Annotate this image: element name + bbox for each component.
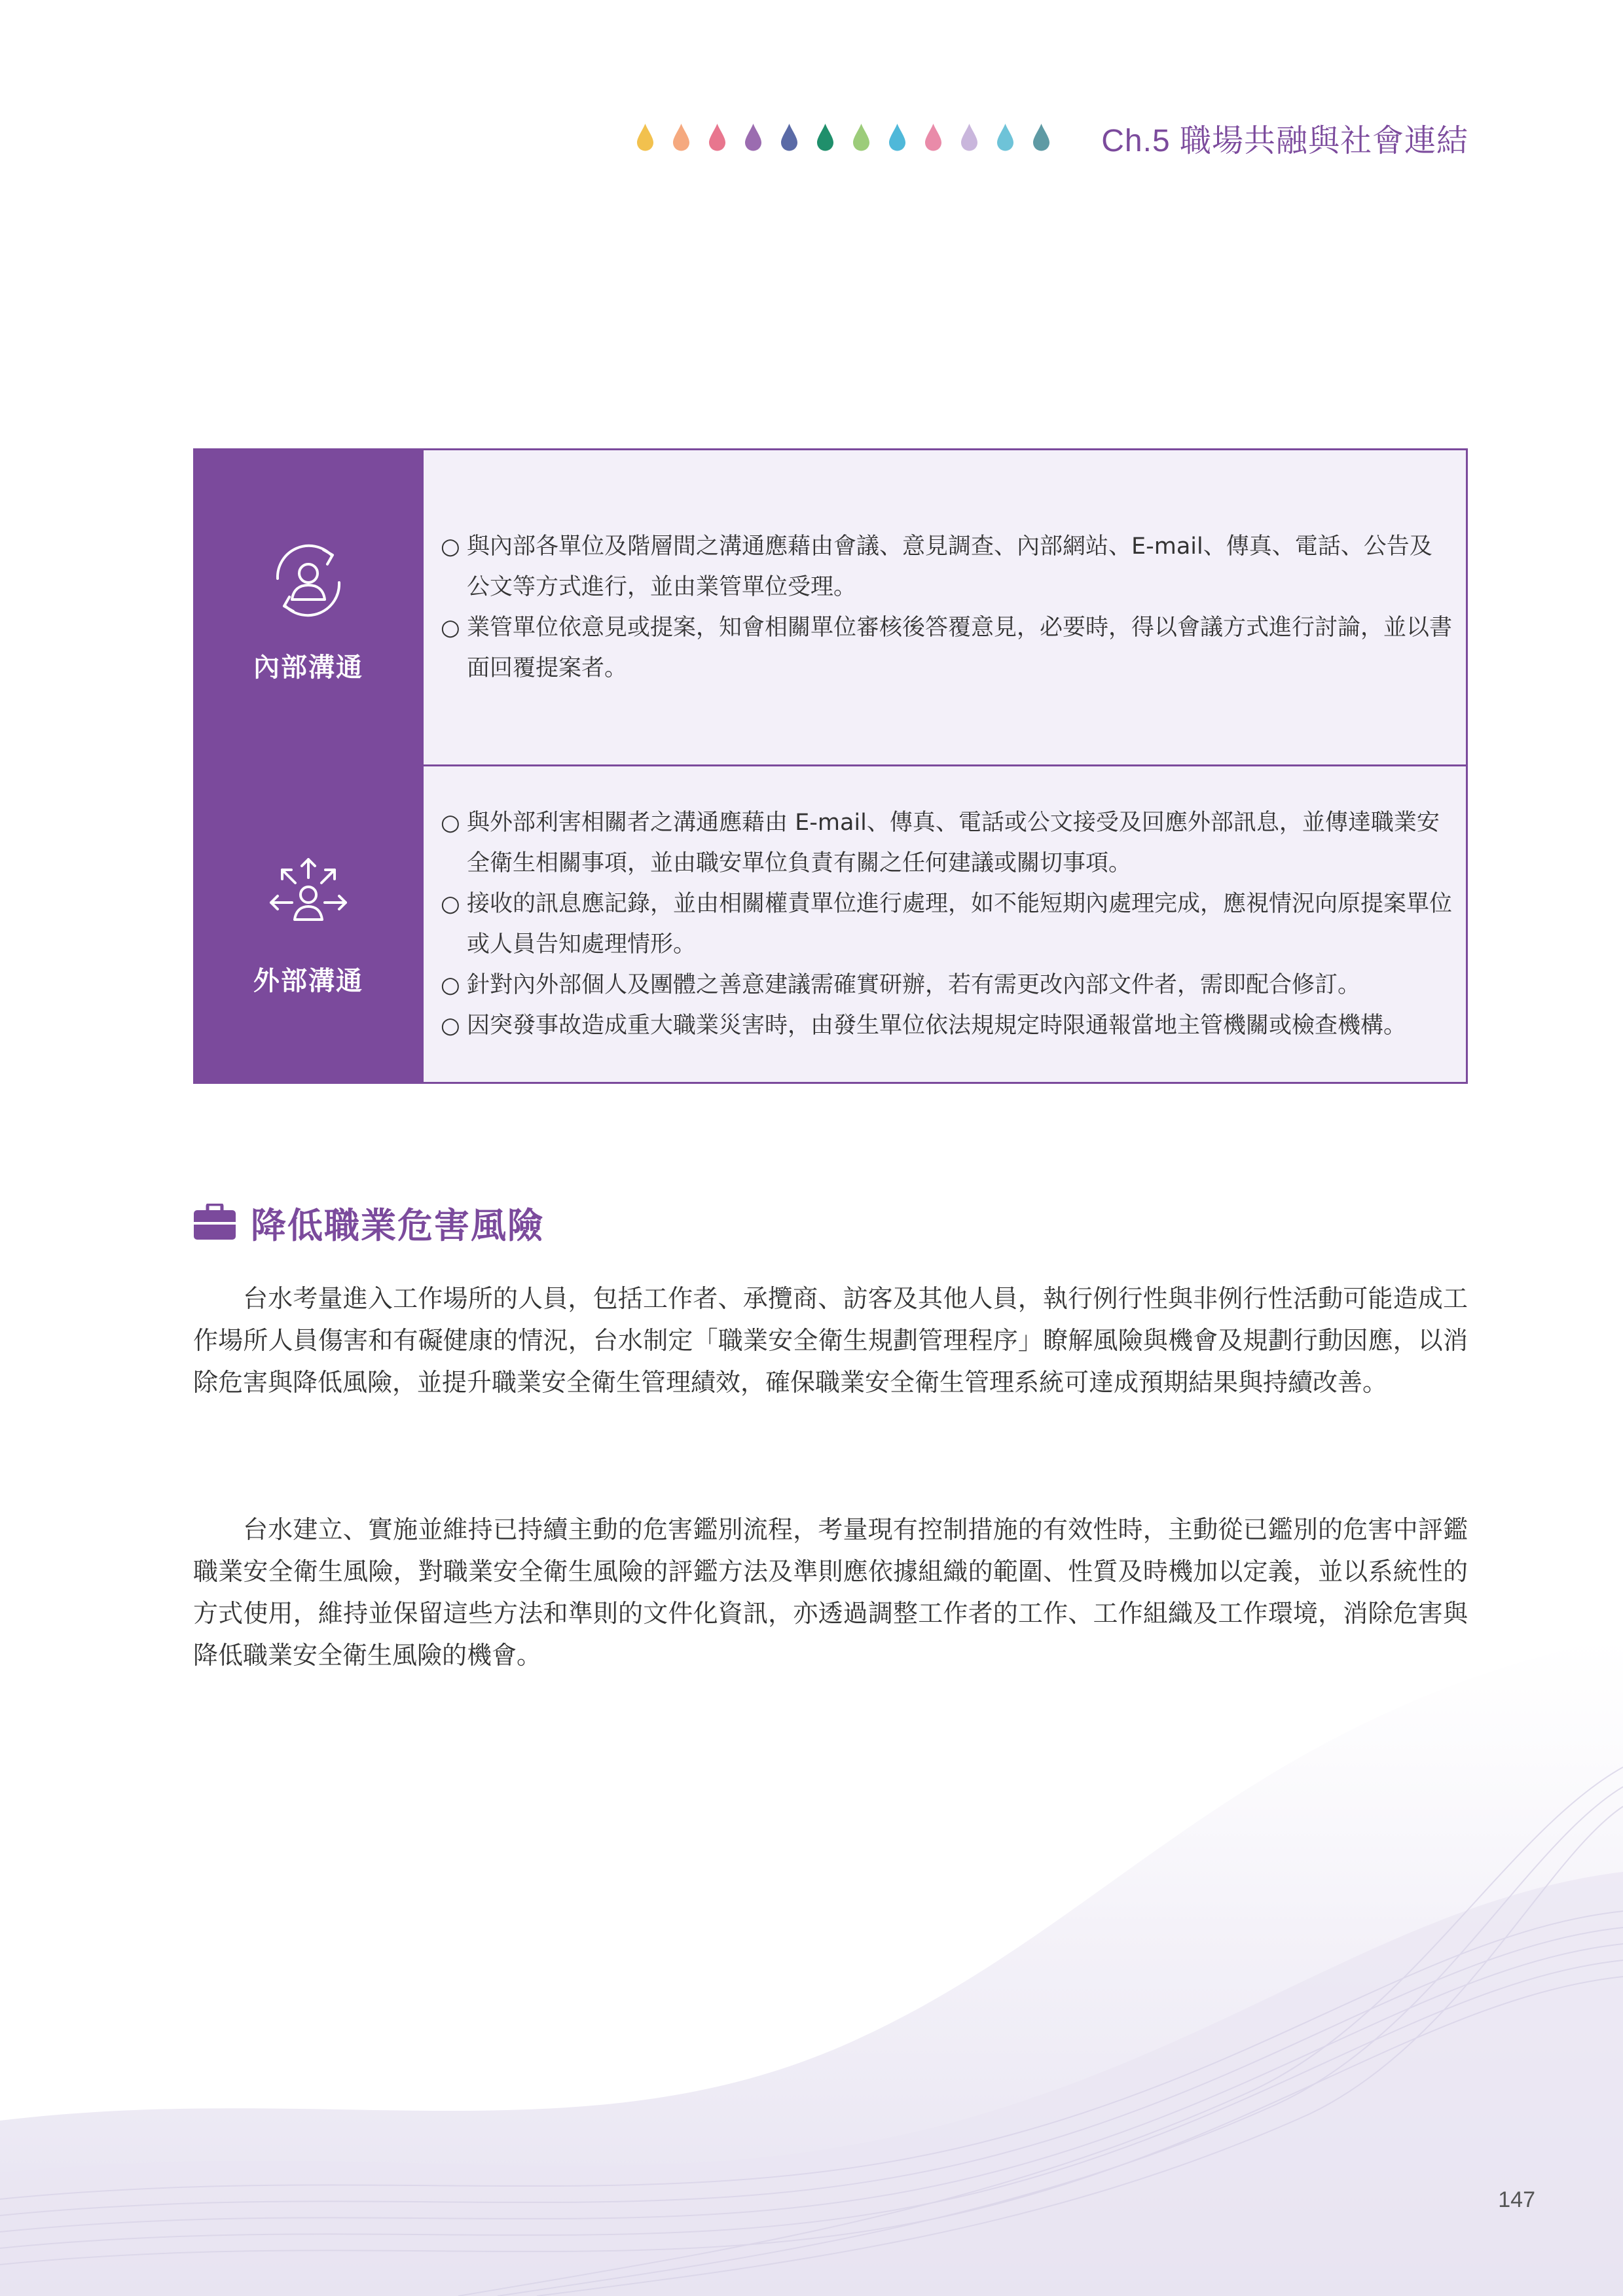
list-item-text: 與外部利害相關者之溝通應藉由 E-mail、傳真、電話或公文接受及回應外部訊息，並傳達職業安全衛生相關事項，並由職安單位負責有關之任何建議或關切事項。 [467,810,1440,876]
list-item-text: 接收的訊息應記錄，並由相關權責單位進行處理，如不能短期內處理完成，應視情況向原提案單位或人員告知處理情形。 [467,891,1453,958]
briefcase-icon [193,1204,236,1243]
communication-table [193,448,1468,1084]
color-drop-icon [636,123,654,152]
list-item [441,965,1453,1005]
row-label-text: 內部溝通 [253,652,363,683]
color-drop-icon [708,123,726,152]
list-item [441,526,1453,607]
body-paragraph: 台水考量進入工作場所的人員，包括工作者、承攬商、訪客及其他人員，執行例行性與非例行性活動可能造成工作場所人員傷害和有礙健康的情況，台水制定「職業安全衛生規劃管理程序」瞭解風險與機會及規劃行動因應，以消除危害與降低風險，並提升職業安全衛生管理績效，確保職業安全衛生管理系統可達成預期結果與持續改善。 [193,1284,1468,1397]
table-row-external [195,764,1466,1082]
bullet-circle-icon: ○ [441,891,460,917]
color-drops-decoration [636,123,1050,152]
list-item [441,607,1453,689]
list-item [441,802,1453,884]
bullet-circle-icon: ○ [441,1013,460,1039]
row-label-external [195,766,424,1082]
table-row-internal [195,450,1466,764]
color-drop-icon [888,123,906,152]
row-content-internal [424,450,1466,764]
bullet-circle-icon: ○ [441,615,460,641]
bullet-circle-icon: ○ [441,972,460,998]
page-header [636,115,1468,160]
color-drop-icon [924,123,942,152]
row-label-internal [195,450,424,764]
list-item [441,1005,1453,1046]
row-label-text: 外部溝通 [253,965,363,996]
list-item-text: 因突發事故造成重大職業災害時，由發生單位依法規規定時限通報當地主管機關或檢查機構。 [467,1013,1407,1039]
internal-communication-icon [259,531,357,630]
external-communication-icon [259,852,357,943]
color-drop-icon [816,123,834,152]
list-item [441,884,1453,965]
bullet-circle-icon: ○ [441,533,460,560]
color-drop-icon [672,123,690,152]
color-drop-icon [744,123,762,152]
list-item-text: 與內部各單位及階層間之溝通應藉由會議、意見調查、內部網站、E-mail、傳真、電話、公告及公文等方式進行，並由業管單位受理。 [467,533,1432,600]
row-content-external [424,766,1466,1082]
section-heading [193,1198,544,1248]
body-paragraph: 台水建立、實施並維持已持續主動的危害鑑別流程，考量現有控制措施的有效性時，主動從已鑑別的危害中評鑑職業安全衛生風險，對職業安全衛生風險的評鑑方法及準則應依據組織的範圍、性質及時機加以定義，並以系統性的方式使用，維持並保留這些方法和準則的文件化資訊，亦透過調整工作者的工作、工作組織及工作環境，消除危害與降低職業安全衛生風險的機會。 [193,1515,1468,1670]
page-number: 147 [1498,2187,1535,2212]
bullet-circle-icon: ○ [441,810,460,836]
color-drop-icon [852,123,870,152]
list-item-text: 業管單位依意見或提案，知會相關單位審核後答覆意見，必要時，得以會議方式進行討論，並以書面回覆提案者。 [467,615,1453,681]
color-drop-icon [780,123,798,152]
chapter-title: Ch.5 職場共融與社會連結 [1101,123,1468,158]
list-item-text: 針對內外部個人及團體之善意建議需確實研辦，若有需更改內部文件者，需即配合修訂。 [467,972,1361,998]
section-title: 降低職業危害風險 [251,1205,544,1246]
color-drop-icon [1032,123,1050,152]
color-drop-icon [996,123,1014,152]
color-drop-icon [960,123,978,152]
